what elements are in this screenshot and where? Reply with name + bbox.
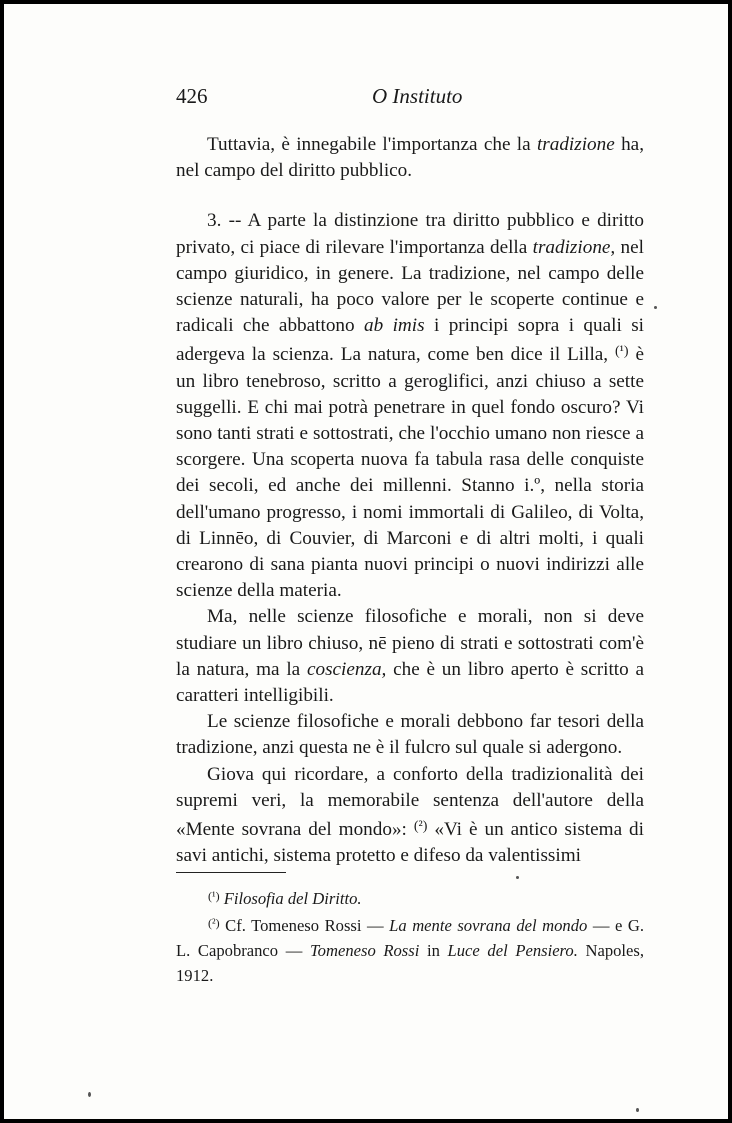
footnote-1 <box>176 884 644 911</box>
main-text <box>176 132 644 869</box>
paragraph-4: Le scienze filosofiche e morali debbono far tesori della tradizione, anzi questa ne è il fulcro sul quale si adergono. <box>176 711 644 759</box>
text-run: Napoles, 1912. <box>176 941 645 985</box>
running-title: O Instituto <box>372 84 463 108</box>
text-run: — e G. L. Capobranco — <box>176 916 645 960</box>
text-run: i principi sopra i quali si adergeva la scienza. La natura, come ben dice il Lilla, <box>176 315 644 366</box>
footnotes <box>176 884 644 988</box>
text-run: ha, nel campo del diritto pubblico. <box>176 134 644 182</box>
italic-term: Filosofia del Diritto. <box>223 889 362 908</box>
footnote-marker: (¹) <box>208 889 220 903</box>
footnote-2 <box>176 911 644 988</box>
paragraph-2 <box>176 208 644 604</box>
paragraph-3 <box>176 604 644 709</box>
italic-term: tradizione <box>536 134 615 155</box>
text-run: è un libro tenebroso, scritto a geroglifici, anzi chiuso a sette suggelli. E chi mai potrà penetrare in quel fondo oscuro? Vi sono tanti strati e sottostrati, che l'occhio umano non riesce a scorgere. Una scoperta nuova fa tabula rasa delle conquiste dei secoli, ed anche dei millenni. Stanno i.º, nella storia dell'umano progresso, i nomi immortali di Galileo, di Volta, di Linnēo, di Couvier, di Marconi e di altri molti, i quali crearono di sana pianta nuovi principi o nuovi indirizzi alle scienze della materia. <box>176 344 644 602</box>
page-number: 426 <box>176 84 208 108</box>
italic-term: coscienza, <box>306 658 387 680</box>
scan-speck <box>88 1092 91 1097</box>
footnote-reference-1[interactable]: (¹) <box>615 344 629 360</box>
page-header <box>4 84 728 114</box>
text-run: Cf. Tomeneso Rossi — <box>225 916 390 935</box>
footnote-divider <box>176 872 286 873</box>
text-run: che è un libro aperto è scritto a caratteri intelligibili. <box>176 658 644 707</box>
text-run: in <box>419 941 448 960</box>
text-run: «Vi è un antico sistema di savi antichi, sistema protetto e difeso da valentissimi <box>176 819 644 867</box>
text-run: Ma, nelle scienze filosofiche e morali, non si deve studiare un libro chiuso, nē pieno di strati e sottostrati com'è la natura, ma la <box>176 606 644 680</box>
italic-term: La mente sovrana del mondo <box>389 916 588 935</box>
paragraph-5 <box>176 762 644 870</box>
italic-term: tradizione, <box>532 236 616 258</box>
italic-term: Luce del Pensiero. <box>447 941 578 960</box>
scan-speck <box>636 1108 639 1112</box>
footnote-marker: (²) <box>208 916 220 930</box>
footnote-reference-2[interactable]: (²) <box>413 819 428 835</box>
text-run: Giova qui ricordare, a conforto della tradizionalità dei supremi veri, la memorabile sentenza dell'autore della «Mente sovrana del mondo»: <box>176 763 644 841</box>
scan-speck <box>516 876 519 879</box>
scan-speck <box>654 306 657 309</box>
text-run: nel campo giuridico, in genere. La tradizione, nel campo delle scienze naturali, ha poco valore per le scoperte continue e radicali che abbattono <box>176 236 644 337</box>
italic-term: Tomeneso Rossi <box>309 941 420 960</box>
paragraph-1 <box>176 132 644 184</box>
text-run: Tuttavia, è innegabile l'importanza che la <box>207 134 537 155</box>
text-run: 3. -- A parte la distinzione tra diritto pubblico e diritto privato, ci piace di rilevare l'importanza della <box>176 210 644 258</box>
italic-term: ab imis <box>364 315 425 337</box>
